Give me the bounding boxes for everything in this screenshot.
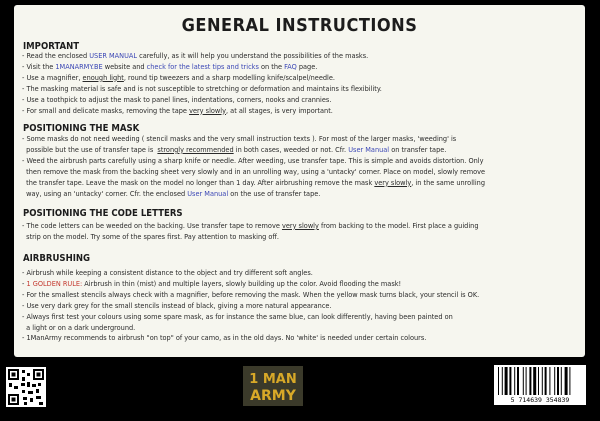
section-heading-airbrushing: AIRBRUSHING: [23, 253, 91, 264]
list-item: - The code letters can be weeded on the backing. Use transfer tape to remove very slowly from backing to the model. First place a guiding: [22, 221, 479, 230]
page-title: GENERAL INSTRUCTIONS: [181, 15, 418, 36]
list-item: - Use very dark grey for the small stencils instead of black, giving a more natural appearance.: [22, 300, 332, 310]
barcode-number: 5 714639 354839: [510, 396, 570, 404]
instruction-sheet: [14, 5, 585, 357]
list-item: then remove the mask from the backing sheet very slowly and in an unrolling way, using a 'untacky' corner. Place on model, slowly remove: [22, 166, 486, 176]
website-link[interactable]: 1MANARMY.BE: [55, 61, 103, 71]
airbrushing-list: [22, 268, 577, 344]
golden-rule-label: 1 GOLDEN RULE:: [26, 278, 83, 288]
list-item: the transfer tape. Leave the mask on the model no longer than 1 day. After airbrushing remove the mask very slowly, in the same unrolling: [22, 177, 486, 187]
list-item: - Some masks do not need weeding ( stencil masks and the very small instruction texts ). For most of the larger masks, 'weeding' is: [22, 134, 457, 143]
list-item: - Read the enclosed USER MANUAL carefully, as it will help you understand the possibilities of the masks.: [22, 51, 369, 60]
list-item: - 1 GOLDEN RULE: Airbrush in thin (mist) and multiple layers, slowly building up the color. Avoid flooding the mask!: [22, 278, 402, 288]
list-item: possible but the use of transfer tape is strongly recommended in both cases, weeded or not. Cfr. User Manual on transfer tape.: [22, 144, 447, 154]
list-item: - For the smallest stencils always check with a magnifier, before removing the mask. When the yellow mask turns black, your stencil is OK.: [22, 289, 480, 299]
section-heading-important: IMPORTANT: [23, 41, 80, 52]
list-item: - The masking material is safe and is not susceptible to stretching or deformation and maintains its flexibility.: [22, 83, 382, 93]
list-item: - Use a toothpick to adjust the mask to panel lines, indentations, corners, nooks and crannies.: [22, 94, 332, 104]
list-item: way, using an 'untacky' corner. Cfr. the enclosed User Manual on the use of transfer tape.: [22, 188, 321, 198]
list-item: a light or on a dark underground.: [22, 322, 136, 332]
list-item: - Always first test your colours using some spare mask, as for instance the same blue, can look differently, having been painted on: [22, 311, 453, 321]
list-item: - Weed the airbrush parts carefully using a sharp knife or needle. After weeding, use transfer tape. This is simple and avoids distortion. Only: [22, 155, 484, 165]
barcode: [494, 365, 586, 405]
list-item: - 1ManArmy recommends to airbrush "on top" of your camo, as in the old days. No 'white' is needed under certain colours.: [22, 333, 427, 343]
list-item: strip on the model. Try some of the spares first. Pay attention to masking off.: [22, 231, 280, 241]
logo-line-1: 1 MAN: [249, 372, 297, 387]
faq-link[interactable]: FAQ: [284, 61, 297, 71]
list-item: - Use a magnifier, enough light, round tip tweezers and a sharp modelling knife/scalpel/needle.: [22, 72, 335, 82]
list-item: - For small and delicate masks, removing the tape very slowly, at all stages, is very important.: [22, 105, 333, 115]
logo-line-2: ARMY: [250, 388, 296, 404]
barcode-bars: [494, 365, 586, 397]
list-item: - Visit the 1MANARMY.BE website and check for the latest tips and tricks on the FAQ page.: [22, 61, 318, 71]
code-letters-list: [22, 221, 577, 243]
brand-logo: [241, 364, 305, 408]
qr-code-icon: [6, 367, 46, 407]
user-manual-link[interactable]: User Manual: [187, 188, 229, 198]
footer: [0, 357, 600, 421]
tips-link[interactable]: check for the latest tips and tricks: [146, 61, 259, 71]
list-item: - Airbrush while keeping a consistent distance to the object and try different soft angles.: [22, 268, 313, 277]
user-manual-link[interactable]: User Manual: [348, 144, 390, 154]
section-heading-code-letters: POSITIONING THE CODE LETTERS: [23, 208, 183, 219]
positioning-mask-list: [22, 134, 577, 199]
section-heading-positioning-mask: POSITIONING THE MASK: [23, 123, 140, 134]
important-list: [22, 51, 577, 116]
user-manual-link[interactable]: USER MANUAL: [89, 51, 138, 60]
